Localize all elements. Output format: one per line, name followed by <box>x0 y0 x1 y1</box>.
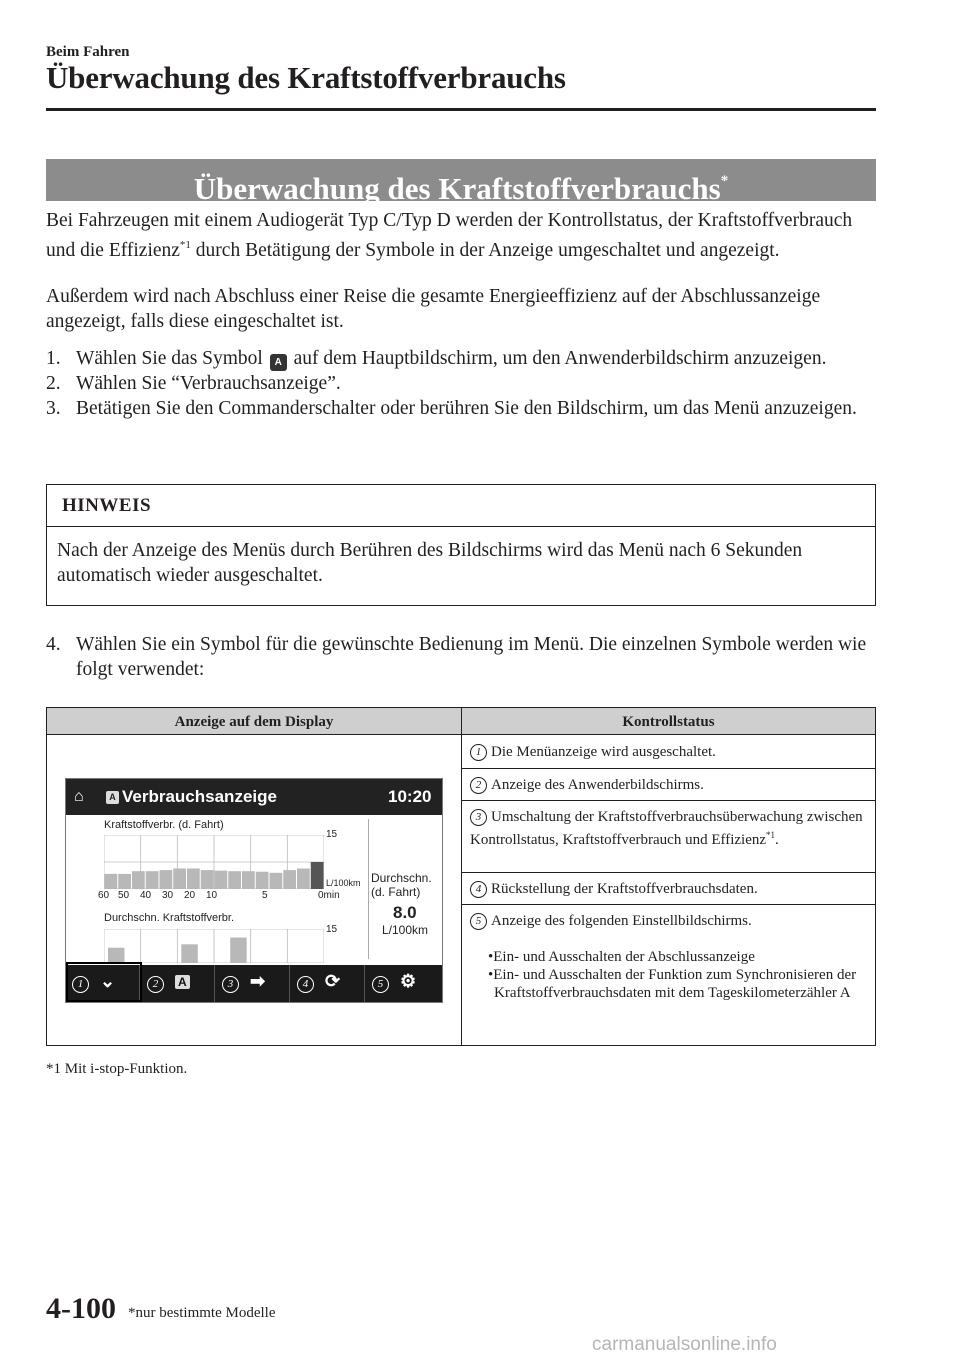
chart2-title: Durchschn. Kraftstoffverbr. <box>104 912 235 924</box>
page-number: 4-100 <box>46 1292 116 1325</box>
intro-p1-footnote-ref: *1 <box>179 239 191 251</box>
row-5-bullet-1: •Ein- und Ausschalten der Abschlussanzeige <box>488 949 755 965</box>
avg-unit: L/100km <box>382 923 429 937</box>
app-a-icon: A <box>270 354 287 371</box>
footnote: *1 Mit i-stop-Funktion. <box>46 1061 188 1077</box>
chart1-title: Kraftstoffverbr. (d. Fahrt) <box>104 819 224 831</box>
menu-item-switch[interactable] <box>216 965 290 1002</box>
avg-value: 8.0 <box>393 903 417 922</box>
step-number: 3. <box>46 398 61 419</box>
chart1-bar <box>132 871 145 889</box>
section-banner <box>46 159 876 206</box>
intro-p1-text-a: Bei Fahrzeugen mit einem Audiogerät Typ C/Typ D werden der Kontrollstatus, der Kraftstoffverbrauch und die Effizienz <box>46 210 853 261</box>
intro-paragraph-2: Außerdem wird nach Abschluss einer Reise die gesamte Energieeffizienz auf der Abschlussanzeige angezeigt, falls diese eingeschaltet ist. <box>46 286 821 332</box>
section-title: Überwachung des Kraftstoffverbrauchs <box>193 171 721 206</box>
home-icon: ⌂ <box>74 788 84 805</box>
menu-selection-frame <box>66 962 142 1002</box>
chart1-bar <box>311 862 324 889</box>
note-box <box>46 484 876 606</box>
row-divider <box>462 800 875 801</box>
display-screen-illustration <box>65 778 443 1003</box>
step-4 <box>46 632 876 682</box>
chart1-plot <box>104 835 324 889</box>
chart1-unit: L/100km <box>326 878 361 888</box>
row-5-bullet-2: •Ein- und Ausschalten der Funktion zum Synchronisieren der Kraftstoffverbrauchsdaten mit dem Tageskilometerzähler A <box>488 967 857 1001</box>
x-tick-label: 5 <box>262 890 268 901</box>
x-tick-label: 40 <box>140 890 152 901</box>
step-text: Betätigen Sie den Commanderschalter oder berühren Sie den Bildschirm, um das Menü anzuzeigen. <box>76 398 857 419</box>
chart1-bar <box>105 874 118 889</box>
table-row-4 <box>462 876 875 898</box>
step-number: 1. <box>46 348 61 369</box>
gear-icon: ⚙ <box>400 971 417 991</box>
row-number-badge: 2 <box>470 777 487 794</box>
screen-clock: 10:20 <box>388 787 432 806</box>
row-divider <box>462 768 875 769</box>
step-text: Wählen Sie ein Symbol für die gewünschte Bedienung im Menü. Die einzelnen Symbole werden wie folgt verwendet: <box>76 634 867 680</box>
chart1-bar <box>146 871 159 889</box>
step-number: 2. <box>46 373 61 394</box>
x-tick-label: 0min <box>318 890 340 901</box>
chart1-ymax: 15 <box>326 829 338 840</box>
table-row-5 <box>462 908 875 1002</box>
note-heading: HINWEIS <box>47 485 875 527</box>
step-number: 4. <box>46 634 61 655</box>
row-text: Die Menüanzeige wird ausgeschaltet. <box>491 744 716 760</box>
chart1-bar <box>187 868 200 889</box>
table-header-status: Kontrollstatus <box>462 708 875 735</box>
chart2-ymax: 15 <box>326 924 338 935</box>
menu-item-user-screen[interactable] <box>141 965 215 1002</box>
intro-paragraph-1 <box>46 208 876 263</box>
chart1-bar <box>201 870 214 889</box>
steps-list-a <box>46 346 876 421</box>
menu-item-settings[interactable] <box>366 965 440 1002</box>
section-asterisk: * <box>720 173 729 189</box>
chapter-label: Beim Fahren <box>46 44 130 60</box>
switch-icon: ➡ <box>250 971 266 991</box>
row-text: Umschaltung der Kraftstoffverbrauchsüberwachung zwischen Kontrollstatus, Kraftstoffverbrauch und Effizienz <box>470 809 863 848</box>
row-number-badge: 3 <box>470 809 487 826</box>
table-row-1 <box>462 739 875 761</box>
table-header-display: Anzeige auf dem Display <box>47 708 461 735</box>
chart1-bar <box>118 874 131 889</box>
step-3 <box>46 396 876 421</box>
menu-number-badge: 1 <box>72 976 89 993</box>
step-text: auf dem Hauptbildschirm, um den Anwenderbildschirm anzuzeigen. <box>293 348 827 369</box>
screen-divider <box>368 819 369 959</box>
screen-header <box>66 779 442 815</box>
row-number-badge: 5 <box>470 913 487 930</box>
chart2-bar <box>230 938 246 964</box>
step-2 <box>46 371 876 396</box>
steps-list-b <box>46 632 876 682</box>
x-tick-label: 50 <box>118 890 130 901</box>
app-a-icon: A <box>106 791 119 804</box>
avg-label-2: (d. Fahrt) <box>371 885 421 899</box>
chart1-bar <box>173 868 186 889</box>
chart2-bar <box>181 944 197 963</box>
chart1-bar <box>228 871 241 889</box>
row-divider <box>462 872 875 873</box>
chart1-bar <box>242 871 255 889</box>
step-text: Wählen Sie “Verbrauchsanzeige”. <box>76 373 341 394</box>
row-text: Anzeige des Anwenderbildschirms. <box>491 777 704 793</box>
row-number-badge: 4 <box>470 881 487 898</box>
chart1-bar <box>283 870 296 889</box>
step-text: Wählen Sie das Symbol <box>76 348 263 369</box>
avg-label-1: Durchschn. <box>371 871 432 885</box>
chart2-bar <box>108 948 124 963</box>
title-divider <box>46 108 876 111</box>
row-text-end: . <box>775 832 779 848</box>
reset-icon: ⟳ <box>325 971 341 991</box>
row-text: Rückstellung der Kraftstoffverbrauchsdaten. <box>491 881 758 897</box>
table-row-3 <box>462 804 875 849</box>
chart1-bar <box>270 873 283 889</box>
chart1-bar <box>297 868 310 889</box>
note-text: Nach der Anzeige des Menüs durch Berühren des Bildschirms wird das Menü nach 6 Sekunden automatisch wieder ausgeschaltet. <box>57 540 803 586</box>
menu-number-badge: 5 <box>372 976 389 993</box>
menu-number-badge: 3 <box>222 976 239 993</box>
x-tick-label: 20 <box>184 890 196 901</box>
intro-p1-text-b: durch Betätigung der Symbole in der Anzeige umgeschaltet und angezeigt. <box>190 240 780 261</box>
chart1-bar <box>160 870 173 889</box>
chart1-bar <box>215 871 228 889</box>
chevron-down-icon: ⌄ <box>100 971 116 991</box>
menu-item-reset[interactable] <box>291 965 365 1002</box>
table-row-2 <box>462 772 875 794</box>
watermark: carmanualsonline.info <box>592 1334 777 1355</box>
menu-number-badge: 4 <box>297 976 314 993</box>
x-tick-label: 30 <box>162 890 174 901</box>
chart1-bar <box>256 872 269 889</box>
page-title: Überwachung des Kraftstoffverbrauchs <box>46 60 566 95</box>
row-number-badge: 1 <box>470 744 487 761</box>
step-1 <box>46 346 876 371</box>
chart2-plot <box>104 929 324 963</box>
app-a-icon: A <box>175 975 190 989</box>
x-tick-label: 10 <box>206 890 218 901</box>
menu-number-badge: 2 <box>147 976 164 993</box>
row-footnote-ref: *1 <box>766 830 776 840</box>
screen-title: Verbrauchsanzeige <box>122 787 277 806</box>
row-divider <box>462 904 875 905</box>
x-tick-label: 60 <box>98 890 110 901</box>
row-text: Anzeige des folgenden Einstellbildschirms. <box>491 913 752 929</box>
page-footnote: *nur bestimmte Modelle <box>128 1305 276 1321</box>
